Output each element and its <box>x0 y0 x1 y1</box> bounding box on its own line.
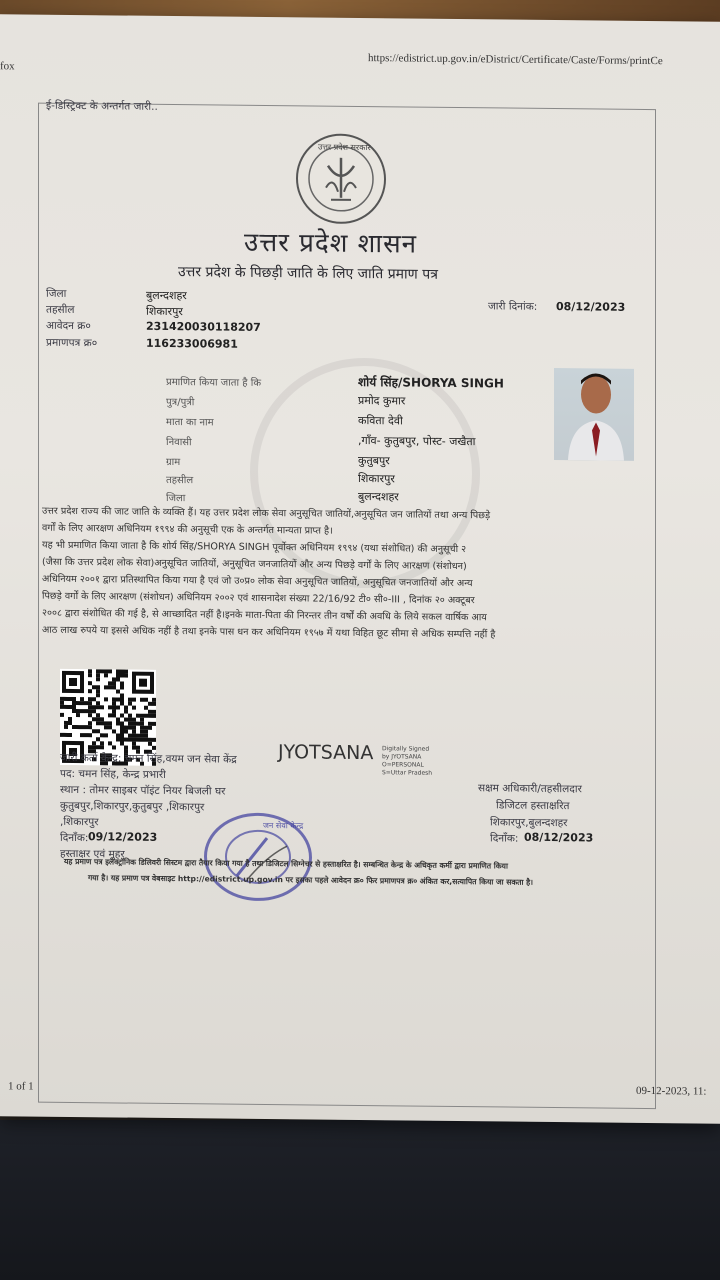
qr-module <box>152 710 156 714</box>
qr-module <box>96 669 100 673</box>
certificate-paragraph-line: (जैसा कि उत्तर प्रदेश लोक सेवा)अनुसूचित जातियों, अनुसूचित जनजातियों और अन्य पिछड़े वर्गों के लिए आरक्षण (संशोधन) <box>42 556 467 573</box>
qr-module <box>132 722 136 726</box>
qr-module <box>120 733 124 737</box>
certificate-paragraph-line: अधिनियम २००१ द्वारा प्रतिस्थापित किया गया है एवं जो उ०प्र० लोक सेवा अनुसूचित जातियों, अनुसूचित जनजातियों और अन्य <box>42 573 473 590</box>
issue-date-label: जारी दिनांक: <box>488 300 538 313</box>
qr-module <box>152 746 156 750</box>
authority-place: शिकारपुर,बुलन्दशहर <box>490 816 568 830</box>
qr-module <box>64 733 68 737</box>
qr-module <box>132 698 136 702</box>
qr-module <box>128 714 132 718</box>
qr-module <box>116 705 120 709</box>
qr-module <box>128 718 132 722</box>
qr-module <box>112 709 116 713</box>
qr-module <box>68 717 72 721</box>
qr-module <box>112 697 116 701</box>
qr-module <box>124 706 128 710</box>
state-emblem <box>296 133 386 224</box>
certificate-title: उत्तर प्रदेश के पिछड़ी जाति के लिए जाति प्रमाण पत्र <box>178 264 438 283</box>
qr-module <box>148 738 152 742</box>
qr-module <box>120 673 124 677</box>
detail-value-tehsil: शिकारपुर <box>358 471 395 486</box>
qr-module <box>88 673 92 677</box>
qr-module <box>72 697 76 701</box>
certificate-paragraph-line: वर्गों के लिए आरक्षण अधिनियम १९९४ की अनुसूची एक के अन्तर्गत मान्यता प्राप्त है। <box>42 522 333 537</box>
qr-module <box>136 738 140 742</box>
footer-note-line-1: यह प्रमाण पत्र इलेक्ट्रॉनिक डिलिवरी सिस्टम द्वारा तैयार किया गया है तथा डिजिटल सिग्नेचर से हस्ताक्षरित है। सम्बन्धित केन्द्र के अधिकृत कर्मी द्वारा प्रमाणित किया <box>64 856 508 871</box>
qr-module <box>116 677 120 681</box>
qr-module <box>92 709 96 713</box>
qr-module <box>64 705 68 709</box>
qr-module <box>132 738 136 742</box>
certify-intro: प्रमाणित किया जाता है कि <box>166 376 262 389</box>
qr-module <box>132 742 136 746</box>
qr-module <box>68 705 72 709</box>
qr-module <box>72 701 76 705</box>
qr-module <box>140 734 144 738</box>
qr-module <box>96 729 100 733</box>
qr-module <box>112 729 116 733</box>
applicant-photo <box>554 368 634 461</box>
qr-module <box>140 722 144 726</box>
digital-sign-note-1: Digitally Signed <box>382 745 430 753</box>
qr-module <box>120 741 124 745</box>
qr-module <box>116 697 120 701</box>
qr-module <box>148 710 152 714</box>
qr-module <box>140 718 144 722</box>
qr-module <box>68 697 72 701</box>
footer-note-line-2: गया है। यह प्रमाण पत्र वेबसाइट http://edistrict.up.gov.in पर इसका पहले आवेदन क्र० फिर प्रमाणपत्र क्र० अंकित कर,सत्यापित किया जा सकता है। <box>88 873 534 887</box>
qr-module <box>80 709 84 713</box>
qr-module <box>128 738 132 742</box>
meta-label-certificate-no: प्रमाणपत्र क्र० <box>46 336 98 350</box>
qr-module <box>148 702 152 706</box>
meta-value-district: बुलन्दशहर <box>146 288 187 303</box>
qr-module <box>104 685 108 689</box>
qr-module <box>152 714 156 718</box>
qr-module <box>144 734 148 738</box>
qr-module <box>144 714 148 718</box>
qr-module <box>120 713 124 717</box>
qr-module <box>100 669 104 673</box>
certificate-paragraph-line: २००८ द्वारा संशोधित की गई है, से आच्छादित नहीं है।इनके माता-पिता की निरन्तर तीन वर्षों की अवधि के लिये सकल वार्षिक आय <box>42 607 487 624</box>
qr-module <box>88 713 92 717</box>
signature-label: हस्ताक्षर एवं मुहर <box>60 847 125 861</box>
qr-module <box>76 725 80 729</box>
qr-module <box>96 737 100 741</box>
qr-module <box>116 737 120 741</box>
qr-module <box>120 681 124 685</box>
qr-module <box>140 738 144 742</box>
issuer-designation: पद: चमन सिंह, केन्द्र प्रभारी <box>60 767 166 781</box>
qr-module <box>140 730 144 734</box>
detail-label-village: ग्राम <box>166 456 181 469</box>
qr-module <box>60 713 64 717</box>
qr-module <box>80 725 84 729</box>
applicant-name: शोर्य सिंह/SHORYA SINGH <box>358 374 504 391</box>
qr-module <box>92 729 96 733</box>
qr-module <box>128 734 132 738</box>
qr-module <box>148 722 152 726</box>
qr-module <box>88 725 92 729</box>
qr-module <box>120 725 124 729</box>
meta-label-district: जिला <box>46 287 67 300</box>
detail-value-village: कुतुबपुर <box>358 453 390 468</box>
qr-module <box>116 721 120 725</box>
detail-label-parent: पुत्र/पुत्री <box>166 396 195 409</box>
qr-module <box>104 669 108 673</box>
meta-label-application: आवेदन क्र० <box>46 319 91 333</box>
qr-module <box>124 730 128 734</box>
qr-module <box>108 669 112 673</box>
qr-module <box>72 705 76 709</box>
qr-module <box>112 701 116 705</box>
qr-module <box>144 738 148 742</box>
detail-value-resident: ,गाँव- कुतुबपुर, पोस्ट- जखैता <box>358 433 476 449</box>
qr-module <box>80 701 84 705</box>
qr-module <box>88 745 92 749</box>
qr-module <box>96 685 100 689</box>
qr-module <box>120 685 124 689</box>
detail-label-resident: निवासी <box>166 436 192 449</box>
qr-module <box>88 701 92 705</box>
qr-module <box>64 721 68 725</box>
meta-value-tehsil: शिकारपुर <box>146 304 183 319</box>
qr-module <box>96 673 100 677</box>
qr-module <box>96 745 100 749</box>
meta-value-application: 231420030118207 <box>146 319 261 334</box>
printed-page <box>0 14 720 1124</box>
qr-module <box>60 701 64 705</box>
issued-under-note: ई-डिस्ट्रिक्ट के अन्तर्गत जारी.. <box>46 99 158 113</box>
qr-module <box>116 689 120 693</box>
digital-sign-note-3: O=PERSONAL <box>382 761 424 769</box>
qr-module <box>88 681 92 685</box>
qr-module <box>152 738 156 742</box>
qr-module <box>136 714 140 718</box>
qr-module <box>132 726 136 730</box>
qr-module <box>112 677 116 681</box>
qr-module <box>100 721 104 725</box>
qr-module <box>116 733 120 737</box>
qr-module <box>144 730 148 734</box>
qr-module <box>104 697 108 701</box>
applicant-photo-image <box>554 368 634 461</box>
detail-value-mother: कविता देवी <box>358 413 403 428</box>
issuer-address: कुतुबपुर,शिकारपुर,कुतुबपुर ,शिकारपुर <box>60 799 205 814</box>
detail-value-parent: प्रमोद कुमार <box>358 393 406 408</box>
issuer-centre: जारी कर्ता केन्द्र: चमन सिंह,वयम जन सेवा केंद्र <box>60 751 237 766</box>
qr-module <box>92 697 96 701</box>
print-datetime: 09-12-2023, 11: <box>636 1084 707 1098</box>
qr-module <box>148 714 152 718</box>
qr-module <box>76 701 80 705</box>
qr-module <box>136 746 140 750</box>
qr-module <box>104 733 108 737</box>
qr-module <box>96 721 100 725</box>
digital-signer-name: JYOTSANA <box>278 741 374 765</box>
qr-module <box>152 722 156 726</box>
qr-module <box>92 717 96 721</box>
certificate-paragraph-line: पिछड़े वर्गों के लिए आरक्षण (संशोधन) अधिनियम २००२ एवं शासनादेश संख्या 22/16/92 टी० सी०-III , दिनांक २० अक्टूबर <box>42 590 475 607</box>
qr-module <box>88 709 92 713</box>
digital-sign-note-4: S=Uttar Pradesh <box>382 769 433 777</box>
office-stamp <box>204 812 312 901</box>
qr-module <box>68 721 72 725</box>
qr-module <box>80 697 84 701</box>
background-floor <box>0 1120 720 1280</box>
issuer-date: 09/12/2023 <box>88 830 158 844</box>
qr-module <box>148 742 152 746</box>
emblem-caption: उत्तर प्रदेश सरकार <box>318 142 371 153</box>
certificate-paragraph-line: आठ लाख रुपये या इससे अधिक नहीं है तथा इनके पास धन कर अधिनियम १९५७ में यथा विहित छूट सीमा से अधिक सम्पत्ति नहीं है <box>42 624 496 641</box>
qr-module <box>120 693 124 697</box>
qr-module <box>68 733 72 737</box>
qr-module <box>108 721 112 725</box>
qr-module <box>124 726 128 730</box>
qr-module <box>120 729 124 733</box>
qr-module <box>84 733 88 737</box>
issuer-date-label: दिनाँक: <box>60 831 89 845</box>
qr-module <box>92 741 96 745</box>
qr-module <box>144 726 148 730</box>
qr-module <box>120 697 124 701</box>
government-title: उत्तर प्रदेश शासन <box>244 227 418 260</box>
qr-module <box>120 721 124 725</box>
detail-label-tehsil: तहसील <box>166 474 194 487</box>
certificate-paragraph-line: उत्तर प्रदेश राज्य की जाट जाति के व्यक्ति हैं। यह उत्तर प्रदेश लोक सेवा अनुसूचित जातियों,अनुसूचित जन जातियों तथा अन्य पिछड़े <box>42 505 491 522</box>
qr-module <box>128 726 132 730</box>
qr-module <box>112 713 116 717</box>
qr-module <box>104 725 108 729</box>
qr-module <box>88 697 92 701</box>
qr-module <box>100 733 104 737</box>
qr-module <box>96 701 100 705</box>
qr-module <box>60 705 64 709</box>
qr-module <box>148 726 152 730</box>
qr-module <box>64 697 68 701</box>
qr-module <box>136 722 140 726</box>
qr-module <box>108 705 112 709</box>
qr-module <box>76 713 80 717</box>
qr-module <box>124 710 128 714</box>
qr-module <box>120 701 124 705</box>
qr-module <box>116 673 120 677</box>
detail-value-district: बुलन्दशहर <box>358 489 399 504</box>
qr-module <box>132 746 136 750</box>
issuer-place: स्थान : तोमर साइबर पॉइंट नियर बिजली घर <box>60 783 226 798</box>
qr-module <box>60 733 64 737</box>
qr-module <box>88 689 92 693</box>
qr-module <box>116 669 120 673</box>
qr-module <box>136 734 140 738</box>
qr-module <box>96 713 100 717</box>
qr-module <box>144 706 148 710</box>
qr-module <box>84 725 88 729</box>
qr-module <box>100 741 104 745</box>
qr-module <box>92 685 96 689</box>
qr-module <box>124 718 128 722</box>
meta-label-tehsil: तहसील <box>46 303 75 317</box>
browser-fragment: fox <box>0 60 15 73</box>
qr-module <box>112 681 116 685</box>
qr-module <box>104 673 108 677</box>
qr-module <box>84 709 88 713</box>
qr-module <box>88 705 92 709</box>
print-url: https://edistrict.up.gov.in/eDistrict/Certificate/Caste/Forms/printCe <box>368 52 663 68</box>
qr-module <box>152 698 156 702</box>
qr-module <box>108 681 112 685</box>
qr-module <box>140 714 144 718</box>
digital-sign-note-2: by JYOTSANA <box>382 753 422 761</box>
qr-module <box>152 702 156 706</box>
qr-module <box>80 733 84 737</box>
qr-module <box>140 726 144 730</box>
qr-module <box>96 717 100 721</box>
qr-module <box>108 685 112 689</box>
qr-module <box>108 713 112 717</box>
qr-module <box>96 689 100 693</box>
qr-module <box>108 741 112 745</box>
qr-module <box>100 717 104 721</box>
qr-module <box>108 725 112 729</box>
qr-module <box>72 725 76 729</box>
issue-date: 08/12/2023 <box>556 300 626 314</box>
qr-module <box>132 734 136 738</box>
qr-module <box>100 745 104 749</box>
qr-module <box>128 722 132 726</box>
qr-module <box>84 701 88 705</box>
qr-module <box>132 730 136 734</box>
qr-module <box>64 725 68 729</box>
qr-module <box>96 705 100 709</box>
qr-module <box>140 698 144 702</box>
qr-module <box>72 709 76 713</box>
qr-module <box>120 669 124 673</box>
qr-module <box>104 721 108 725</box>
detail-label-mother: माता का नाम <box>166 416 214 429</box>
qr-module <box>88 733 92 737</box>
qr-module <box>116 717 120 721</box>
qr-module <box>112 745 116 749</box>
authority-date-label: दिनाँक: <box>490 832 519 845</box>
qr-module <box>132 706 136 710</box>
qr-module <box>112 685 116 689</box>
issuer-address-2: ,शिकारपुर <box>60 815 99 829</box>
qr-module <box>96 693 100 697</box>
qr-module <box>92 705 96 709</box>
certificate-paragraph-line: यह भी प्रमाणित किया जाता है कि शोर्य सिंह/SHORYA SINGH पूर्वोक्त अधिनियम १९९४ (यथा संशोधित) की अनुसूची २ <box>42 539 467 556</box>
qr-module <box>124 670 128 674</box>
qr-module <box>92 745 96 749</box>
qr-module <box>100 705 104 709</box>
qr-module <box>76 709 80 713</box>
qr-module <box>128 698 132 702</box>
qr-module <box>60 697 64 701</box>
qr-module <box>96 677 100 681</box>
qr-module <box>124 674 128 678</box>
qr-module <box>128 702 132 706</box>
qr-module <box>120 737 124 741</box>
detail-label-district: जिला <box>166 492 186 505</box>
qr-module <box>144 698 148 702</box>
qr-module <box>112 705 116 709</box>
meta-value-certificate-no: 116233006981 <box>146 336 238 351</box>
authority-date: 08/12/2023 <box>524 830 594 845</box>
qr-module <box>132 718 136 722</box>
qr-module <box>124 738 128 742</box>
qr-module <box>124 746 128 750</box>
authority-title: सक्षम अधिकारी/तहसीलदार <box>478 782 582 796</box>
qr-module <box>88 721 92 725</box>
authority-digital: डिजिटल हस्ताक्षरित <box>496 799 570 813</box>
print-page-count: 1 of 1 <box>8 1080 34 1093</box>
stamp-text: जन सेवा केन्द्र <box>263 820 304 831</box>
qr-module <box>88 669 92 673</box>
